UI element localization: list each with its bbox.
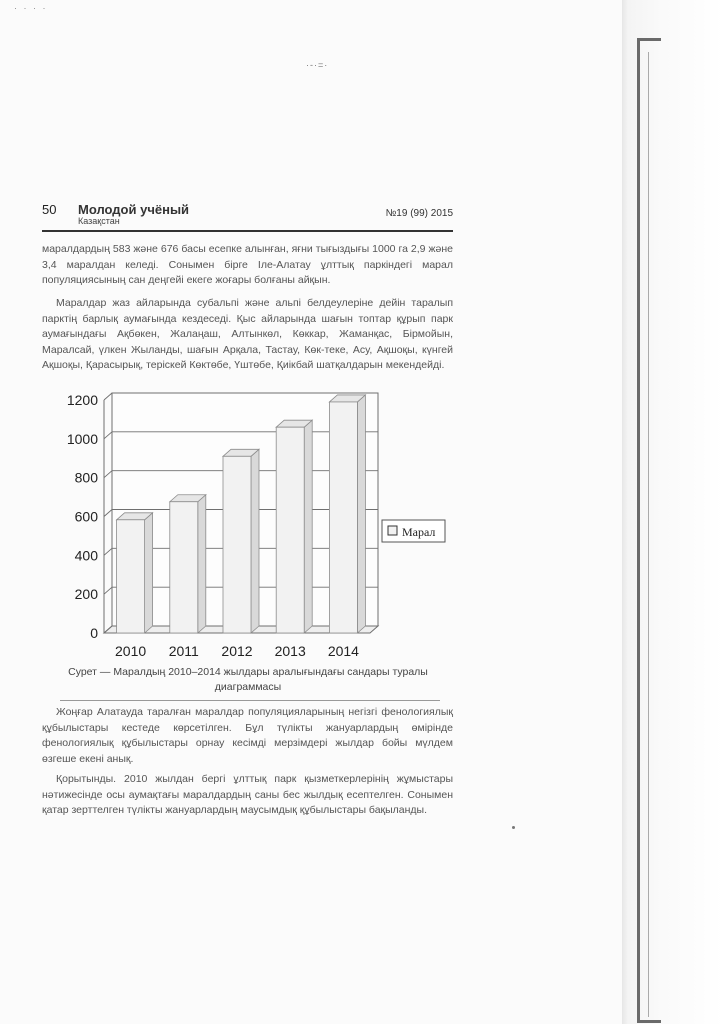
bar-side-2012: [251, 449, 259, 633]
scan-smudge: ·-·=·: [306, 60, 329, 70]
bar-2013: [276, 427, 304, 633]
legend-label: Марал: [402, 525, 436, 539]
y-tick-label-200: 200: [74, 586, 98, 603]
header-rule: [42, 230, 453, 232]
page-number: 50: [42, 202, 57, 217]
issue-number: №19 (99) 2015: [385, 208, 453, 219]
bar-2011: [170, 502, 198, 633]
page-header: [42, 202, 453, 236]
bar-chart: [42, 390, 462, 665]
paragraph-3: Жоңғар Алатауда таралған маралдар популяцияларының негізгі фенологиялық құбылыстары кестеде көрсетілген. Бұл түлікты жануарлардың өмірінде фенологиялық құбылыстары орнау кесімді мерзімдері жылдар бойы мүлдем өзгеше екені анық.: [42, 706, 453, 765]
legend-swatch: [388, 526, 397, 535]
y-tick-label-400: 400: [74, 547, 98, 564]
x-tick-label-2013: 2013: [274, 643, 306, 659]
caption-line-1: Сурет — Маралдың 2010–2014 жылдары аралығындағы сандары туралы: [68, 666, 428, 678]
y-tick-label-1200: 1200: [66, 392, 98, 408]
y-tick-label-800: 800: [74, 469, 98, 486]
x-tick-label-2010: 2010: [115, 643, 147, 659]
paragraph-2: Маралдар жаз айларында субальпі және альпі белдеулеріне дейін таралып парктің барлық аумағында кездеседі. Қыс айларында шағын топтар құрып парк аумағындағы Ақбөкен, Жалаңаш, Алтынкөл, Көккар, Жаманқас, Бірмойын, Маралсай, үлкен Жыланды, шағын Арқала, Тастау, Көк-теке, Асу, Ақшоқы, күнгей Ақшоқы, Қарасырық, теріскей Көктөбе, Үштөбе, Қиікбай шатқалдарын мекендейді.: [42, 297, 453, 372]
scan-corner-mark: · · · ·: [14, 3, 48, 13]
bar-2014: [329, 402, 357, 633]
paragraph-4: Қорытынды. 2010 жылдан бергі ұлттық парк қызметкерлерінің жұмыстары нәтижесінде осы аумақтағы маралдардың саны бес жылдық есептелген. Сонымен қатар зерттелген түлікты жануарлардың маусымдық құбылыстары бақыланды.: [42, 773, 453, 817]
back-page-frame-inner: [648, 52, 663, 1017]
y-tick-label-1000: 1000: [66, 430, 98, 447]
scan-speck: [512, 826, 515, 829]
x-tick-label-2014: 2014: [327, 643, 359, 659]
bar-side-2011: [198, 495, 206, 633]
caption-rule: [60, 700, 440, 701]
paragraph-1: маралдардың 583 және 676 басы есепке алынған, яғни тығыздығы 1000 га 2,9 және 3,4 маралдан келеді. Сонымен бірге Іле-Алатау ұлттық паркіндегі марал популяциясының сан деңгейі екеге жоғары болғаны айқын.: [42, 243, 453, 287]
figure-caption: [48, 665, 448, 695]
bar-2010: [117, 520, 145, 633]
bar-2012: [223, 456, 251, 633]
y-tick-label-600: 600: [74, 508, 98, 525]
y-tick-label-0: 0: [90, 625, 98, 641]
journal-title: Молодой учёный: [78, 202, 190, 217]
bar-side-2010: [145, 513, 153, 633]
x-tick-label-2012: 2012: [221, 643, 253, 659]
bar-side-2013: [304, 420, 312, 633]
bar-side-2014: [357, 395, 365, 633]
caption-line-2: диаграммасы: [214, 681, 282, 693]
journal-country: Казақстан: [78, 216, 120, 226]
x-tick-label-2011: 2011: [168, 643, 199, 659]
